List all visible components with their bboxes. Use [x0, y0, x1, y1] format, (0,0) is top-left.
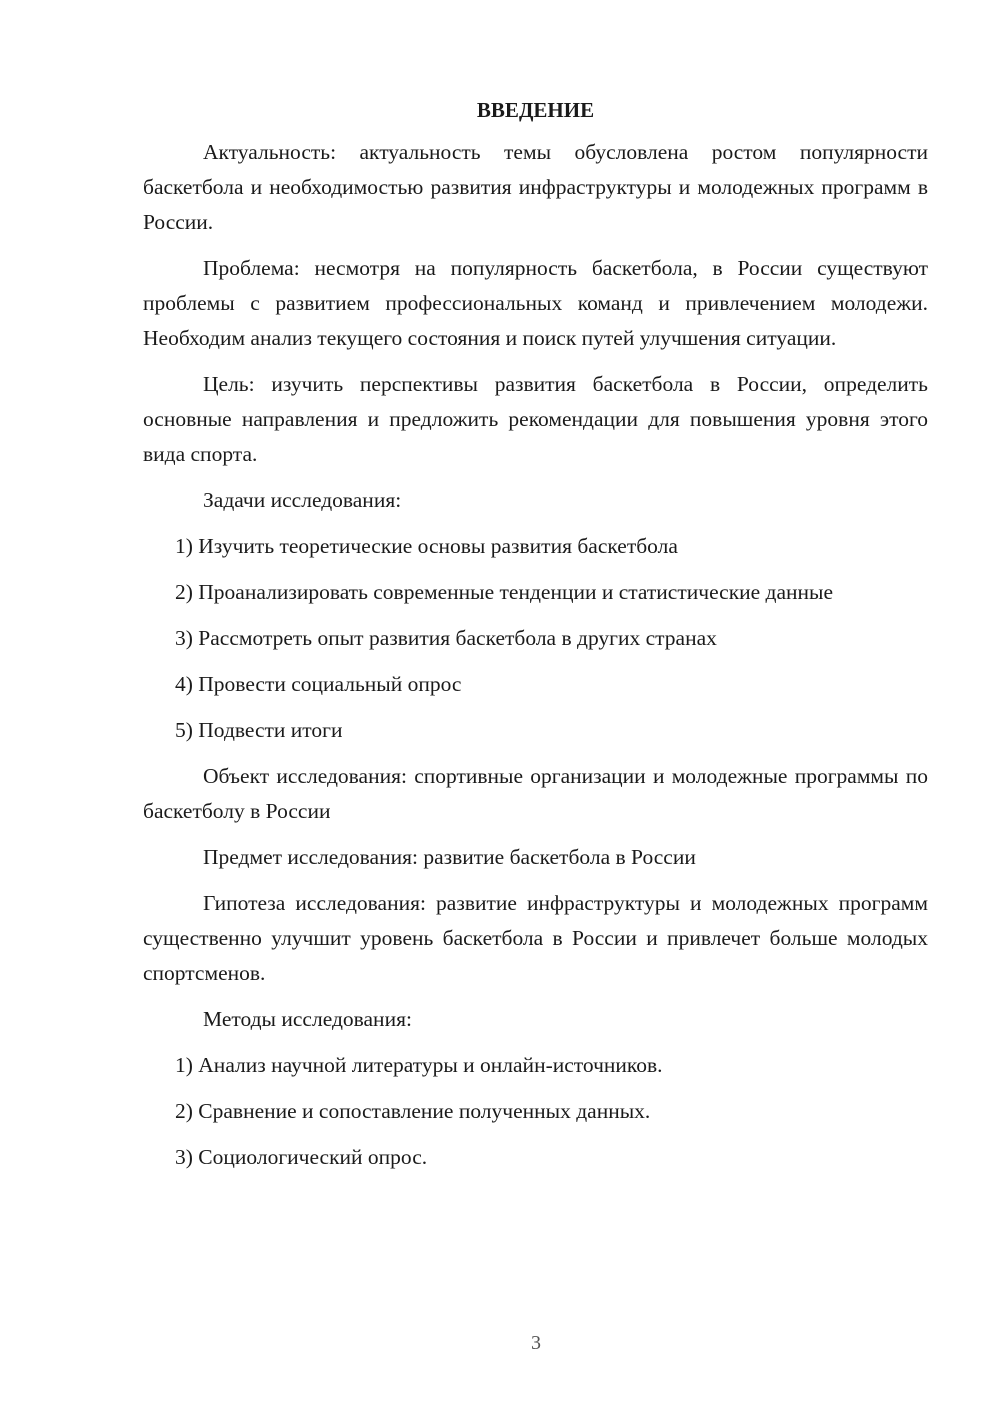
object-paragraph: Объект исследования: спортивные организации и молодежные программы по баскетболу в России [143, 764, 928, 823]
method-item-2: 2) Сравнение и сопоставление полученных данных. [175, 1099, 651, 1123]
subject-paragraph: Предмет исследования: развитие баскетбола в России [203, 845, 696, 869]
method-item-1: 1) Анализ научной литературы и онлайн-источников. [175, 1053, 663, 1077]
document-body [143, 94, 928, 1186]
task-item-5: 5) Подвести итоги [175, 718, 343, 742]
relevance-paragraph: Актуальность: актуальность темы обусловлена ростом популярности баскетбола и необходимостью развития инфраструктуры и молодежных программ в России. [143, 140, 928, 234]
hypothesis-paragraph: Гипотеза исследования: развитие инфраструктуры и молодежных программ существенно улучшит уровень баскетбола в России и привлечет больше молодых спортсменов. [143, 891, 928, 985]
section-heading: ВВЕДЕНИЕ [476, 98, 595, 122]
problem-paragraph: Проблема: несмотря на популярность баскетбола, в России существуют проблемы с развитием профессиональных команд и привлечением молодежи. Необходим анализ текущего состояния и поиск путей улучшения ситуации. [143, 256, 928, 350]
page-number: 3 [531, 1332, 541, 1354]
task-item-3: 3) Рассмотреть опыт развития баскетбола в других странах [175, 626, 717, 650]
task-item-2: 2) Проанализировать современные тенденции и статистические данные [175, 580, 834, 604]
goal-paragraph: Цель: изучить перспективы развития баскетбола в России, определить основные направления и предложить рекомендации для повышения уровня этого вида спорта. [143, 372, 928, 466]
method-item-3: 3) Социологический опрос. [175, 1145, 428, 1169]
task-item-4: 4) Провести социальный опрос [175, 672, 462, 696]
tasks-title: Задачи исследования: [203, 488, 402, 512]
task-item-1: 1) Изучить теоретические основы развития баскетбола [175, 534, 678, 558]
methods-title: Методы исследования: [203, 1007, 412, 1031]
